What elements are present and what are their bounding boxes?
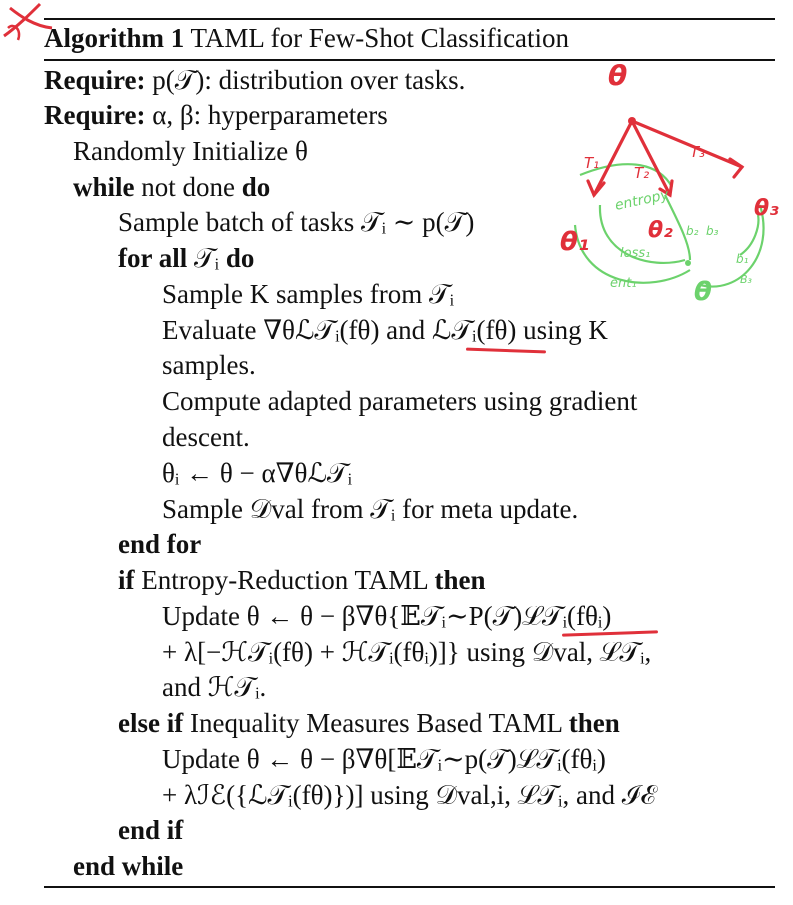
line-text: not done: [134, 172, 242, 202]
line-text: Update θ ← θ − β∇θ{𝔼𝒯ᵢ∼P(𝒯)ℒ𝒯ᵢ(fθᵢ): [162, 601, 612, 631]
green-label-big-b3: B₃: [740, 273, 752, 286]
end-if-line: [118, 813, 183, 847]
green-label-b2: b₂: [686, 224, 699, 238]
line-text: Sample K samples from 𝒯ᵢ: [162, 279, 455, 309]
theta-update-line: [162, 456, 352, 490]
for-all-line: [118, 241, 254, 275]
line-text: Inequality Measures Based TAML: [183, 708, 569, 738]
green-label-b3: b₃: [706, 224, 719, 238]
while-line: [73, 170, 270, 204]
edge-label-t1: T₁: [584, 154, 600, 172]
sample-dval-line: [162, 492, 578, 526]
title-rule: [44, 59, 775, 61]
line-text: and ℋ𝒯ᵢ.: [162, 672, 267, 702]
keyword: Require:: [44, 100, 146, 130]
keyword: else if: [118, 708, 184, 738]
evaluate-line: [162, 313, 608, 347]
green-label-loss: loss₁: [620, 246, 651, 261]
node-label-theta3: θ₃: [754, 196, 779, 221]
compute-line: [162, 384, 637, 418]
line-text: α, β: hyperparameters: [145, 100, 388, 130]
line-text: Entropy-Reduction TAML: [134, 565, 435, 595]
end-for-line: [118, 527, 201, 561]
node-label-theta: θ: [694, 277, 712, 305]
line-text: Update θ ← θ − β∇θ[𝔼𝒯ᵢ∼p(𝒯)ℒ𝒯ᵢ(fθᵢ): [162, 744, 606, 774]
require-line-1: [44, 63, 465, 97]
line-text: + λ[−ℋ𝒯ᵢ(fθ) + ℋ𝒯ᵢ(fθᵢ)]} using 𝒟val, ℒ𝒯ᵢ,: [162, 637, 652, 667]
keyword: do: [225, 243, 255, 273]
keyword: if: [118, 565, 135, 595]
line-text: Randomly Initialize θ: [73, 136, 308, 166]
descent-line: [162, 420, 250, 454]
line-text: Evaluate ∇θℒ𝒯ᵢ(fθ) and ℒ𝒯ᵢ(fθ) using K: [162, 315, 608, 345]
algorithm-label: Algorithm 1: [44, 23, 185, 53]
init-line: [73, 134, 308, 168]
entropy-terms-line: [162, 635, 651, 669]
root-node-icon: [628, 117, 636, 125]
keyword: do: [241, 172, 271, 202]
algorithm-title-text: TAML for Few-Shot Classification: [190, 23, 570, 53]
line-text: samples.: [162, 350, 256, 380]
sample-k-line: [162, 277, 454, 311]
line-text: θᵢ ← θ − α∇θℒ𝒯ᵢ: [162, 458, 352, 488]
keyword: end if: [118, 815, 184, 845]
keyword: end for: [118, 529, 202, 559]
if-line: [118, 563, 486, 597]
line-text: p(𝒯): distribution over tasks.: [145, 65, 466, 95]
keyword: while: [73, 172, 135, 202]
line-text: Sample 𝒟val from 𝒯ᵢ for meta update.: [162, 494, 579, 524]
red-underline-loss: [466, 348, 546, 354]
algorithm-title: [44, 21, 569, 55]
keyword: Require:: [44, 65, 146, 95]
node-label-theta1: θ₁: [560, 227, 590, 257]
line-text: Compute adapted parameters using gradient: [162, 386, 638, 416]
sample-batch-line: [118, 205, 474, 239]
keyword: end while: [73, 851, 184, 881]
samples-line: [162, 348, 256, 382]
else-if-line: [118, 706, 620, 740]
keyword: then: [434, 565, 486, 595]
update-entropy-line: [162, 599, 611, 633]
keyword: then: [568, 708, 620, 738]
line-text: + λℐℰ({ℒ𝒯ᵢ(fθ)})] using 𝒟val,i, ℒ𝒯ᵢ, and ℐℰ: [162, 780, 657, 810]
require-line-2: [44, 98, 388, 132]
green-label-entropy: entropy: [613, 186, 671, 214]
edge-label-t2: T₂: [634, 164, 650, 182]
line-text: Sample batch of tasks 𝒯ᵢ ∼ p(𝒯): [118, 207, 475, 237]
green-label-b1: b₁: [736, 252, 749, 266]
bottom-rule: [44, 886, 775, 888]
node-label-theta2: θ₂: [648, 218, 673, 243]
root-theta-label: θ: [608, 59, 628, 92]
line-text: 𝒯ᵢ: [187, 243, 226, 273]
keyword: for all: [118, 243, 188, 273]
edge-label-t3: T₃: [690, 143, 706, 161]
update-inequality-line: [162, 742, 606, 776]
and-h-line: [162, 670, 266, 704]
end-while-line: [73, 849, 183, 883]
green-label-ent: ent₁: [610, 276, 637, 291]
merge-node-icon: [685, 260, 691, 266]
handwritten-tree-diagram: [540, 55, 790, 305]
inequality-terms-line: [162, 778, 656, 812]
line-text: descent.: [162, 422, 250, 452]
top-rule: [44, 18, 775, 20]
